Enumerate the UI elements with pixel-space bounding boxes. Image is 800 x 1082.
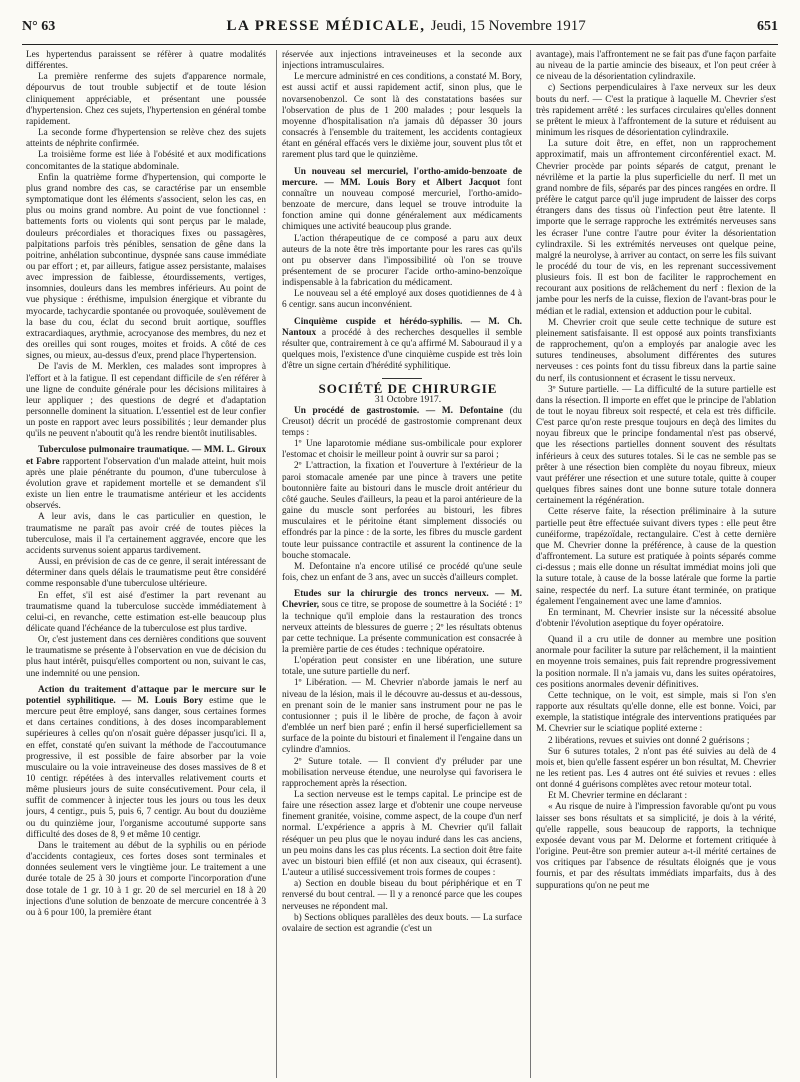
paragraph <box>26 685 266 841</box>
paragraph-text: La seconde forme d'hypertension se relève chez des sujets atteints de néphrite confirmée. <box>26 128 266 150</box>
paragraph <box>536 318 776 385</box>
paragraph-text: sous ce titre, se propose de soumettre à la Société : 1º la technique qu'il emploie dans la restauration des troncs nerveux atteints de blessures de guerre ; 2º les résultats obtenus par cette technique. La présente communication est consacrée à la première partie de ces études : technique opératoire. <box>282 600 522 655</box>
paragraph-text: L'opération peut consister en une libération, une suture totale, une suture partielle du nerf. <box>282 656 522 678</box>
paragraph <box>282 913 522 935</box>
paragraph-text: La section nerveuse est le temps capital. Le principe est de faire une résection assez large et d'obtenir une coupe nerveuse finement granitée, voisine, comme aspect, de la coupe d'un nerf normal. L'expérience a appris à M. Chevrier qu'il fallait réséquer un peu plus que le noyau induré dans les cas anciens, un peu moins dans les cas plus récents. La section doit être faite avec un bistouri bien effilé (et non aux ciseaux, qui écrasent). L'auteur a utilisé successivement trois formes de coupes : <box>282 790 522 879</box>
section-date: 31 Octobre 1917. <box>374 394 442 405</box>
column-rule <box>530 50 531 1078</box>
paragraph-text: a) Section en double biseau du bout périphérique et en T renversé du bout central. — Il y a renoncé parce que les coupes nerveuses ne répondent mal. <box>282 879 522 912</box>
paragraph <box>536 691 776 736</box>
paragraph <box>26 173 266 363</box>
paragraph <box>536 736 776 747</box>
column-1 <box>26 50 266 1080</box>
paragraph <box>536 507 776 607</box>
paragraph-text: Quand il a cru utile de donner au membre une position anormale pour faciliter la suture par relâchement, il la maintient en moyenne trois semaines, puis fait reprendre progressivement la position normale. Il n'a jamais vu, dans les suites opératoires, ces positions anormales devenir définitives. <box>536 635 776 690</box>
paragraph-text: b) Sections obliques parallèles des deux bouts. — La surface ovalaire de section est agrandie (c'est un <box>282 912 522 934</box>
paragraph-text: (du Creusot) décrit un procédé de gastrostomie comprenant deux temps : <box>282 405 522 438</box>
paragraph <box>26 591 266 636</box>
article-rubric: Etudes sur la chirurgie des troncs nerveux. — M. Chevrier, <box>282 589 522 611</box>
paragraph <box>26 362 266 440</box>
paragraph-text: c) Sections perpendiculaires à l'axe nerveux sur les deux bouts du nerf. — C'est la pratique à laquelle M. Chevrier s'est très rapidement arrêté : les surfaces circulaires qu'elles donnent se prêtent le mieux à l'affrontement de la suture et réduisent au minimum les risques de désorientation cylindraxile. <box>536 83 776 139</box>
paragraph <box>536 385 776 508</box>
paragraph <box>26 72 266 128</box>
paragraph-text: avantage), mais l'affrontement ne se fait pas d'une façon parfaite au niveau de la partie amincie des biseaux, et l'on peut créer à ce niveau de la désorientation cylindraxile. <box>536 50 776 83</box>
paragraph <box>282 50 522 72</box>
paragraph-text: La suture doit être, en effet, non un rapprochement approximatif, mais un affrontement circonférentiel exact. M. Chevrier procède par points séparés de catgut, prenant le névrilème et la partie la plus superficielle du nerf. Il met un grand nombre de fils, séparés par des pinces rangées en ordre. Il préfère le catgut parce qu'il juge imprudent de laisser des corps étrangers dans des tissus où l'infection peut être latente. Il importe que le serrage rapproche les extrémités nerveuses sans les écraser l'une contre l'autre pour éviter la désorientation cylindraxile. Si les extrémités nerveuses ont quelque peine, malgré la neurolyse, à arriver au contact, on serre les fils suivant le procédé du tour de vis, en les reprenant successivement plusieurs fois. Il est bon de faciliter le rapprochement en recourant aux positions de relâchement du nerf : flexion de la jambe pour les nerfs de la cuisse, flexion de l'avant-bras pour le médian et le radial, extension et adduction pour le cubital. <box>536 139 776 317</box>
paragraph-text: 3º Suture partielle. — La difficulté de la suture partielle est dans la résection. Il importe en effet que le principe de l'ablation de tout le noyau fibreux soit respecté, et cela est très difficile. C'est parce qu'on reste presque toujours en deçà des limites du noyau fibreux que le principe fondamental n'est pas observé, que les résections partielles donnent souvent des résultats inférieurs à ceux des sutures totales. Si le cas ne semble pas se prêter à une résection bien complète du noyau fibreux, mieux vaut préférer une résection et une suture totale, quitte à couper quelques fibres saines dont une bonne suture totale donnera certainement la régénération. <box>536 384 776 507</box>
paragraph-text: Le mercure administré en ces conditions, a constaté M. Bory, est aussi actif et aussi rapidement actif, sinon plus, que le novarsenobenzol. Ce sont là des constatations basées sur l'observation de plus de 1 200 malades ; pour lesquels la moyenne d'hospitalisation n'a jamais dû dépasser 30 jours consacrés à l'ensemble du traitement, les accidents contagieux étant en général effacés vers le dixième jour, souvent plus tôt et rarement plus tard que le quinzième. <box>282 72 522 161</box>
paragraph-text: La première renferme des sujets d'apparence normale, dépourvus de tout trouble subjectif et de toute lésion cliniquement appréciable, et présentant une poussée d'hypertension. Chez ces sujets, l'hypertension en général tombe rapidement. <box>26 72 266 127</box>
section-divider <box>382 378 422 379</box>
paragraph-text: Cette technique, on le voit, est simple, mais si l'on s'en rapporte aux résultats qu'elle donne, elle est bonne. Voici, par exemple, la statistique intégrale des interventions pratiquées par M. Chevrier sur le sciatique poplité externe : <box>536 690 776 735</box>
journal-title <box>227 18 586 35</box>
paragraph <box>282 879 522 912</box>
paragraph <box>26 150 266 172</box>
paragraph <box>282 289 522 311</box>
paragraph <box>282 406 522 439</box>
paragraph <box>536 747 776 792</box>
column-2 <box>282 50 522 1080</box>
paragraph-text: 2º L'attraction, la fixation et l'ouverture à l'extérieur de la paroi stomacale amenée par une pince à travers une petite boutonnière faite au bistouri dans le muscle droit antérieur du côté gauche. Seules d'ailleurs, la peau et la paroi antérieure de la gaine du muscle sont perforées au bistouri, les fibres musculaires et le péritoine étant simplement dissociés ou effondrés par la pince : de la sorte, les fibres du muscle gardent toute leur puissance contractile et assurent la continence de la bouche stomacale. <box>282 461 522 561</box>
issue-number: N° 63 <box>22 19 56 34</box>
paragraph <box>26 841 266 919</box>
paragraph <box>536 791 776 802</box>
paragraph <box>536 83 776 139</box>
paragraph-text: Aussi, en prévision de cas de ce genre, il serait intéressant de déterminer dans quels délais le traumatisme peut être considéré comme responsable d'une tuberculose ultérieure. <box>26 557 266 590</box>
column-rule <box>276 50 277 1078</box>
paragraph-text: A leur avis, dans le cas particulier en question, le traumatisme ne paraît pas avoir créé de toutes pièces la tuberculose, mais il l'a certainement aggravée, encore que les accidents survenus soient apparus tardivement. <box>26 512 266 556</box>
paragraph <box>26 635 266 680</box>
paragraph <box>282 72 522 161</box>
paragraph-text: rapportent l'observation d'un malade atteint, huit mois après une plaie pénétrante du poumon, d'une tuberculose à évolution grave et rapidement mortelle et se demandent s'il existe un lien entre le traumatisme antérieur et les accidents observés. <box>26 456 266 512</box>
paragraph <box>536 608 776 630</box>
paragraph-text: Enfin la quatrième forme d'hypertension, qui comporte le plus grand nombre des cas, se caractérise par un ensemble symptomatique dont les éléments s'associent, selon les cas, en plus ou moins grand nombre. Au point de vue fonctionnel : battements forts ou violents qui sont perçus par le malade, douleurs précordiales et thoraciques fixes ou passagères, palpitations parfois très pénibles, sensation de gêne dans la poitrine, anhélation subcontinue, dyspnée sans cause immédiate ou par effort ; et, par ailleurs, fatigue assez persistante, malaises avec impression de faiblesse, étourdissements, vertiges, insomnies, douleurs dans les membres inférieurs. Au point de vue physique : éréthisme, impulsion énergique et vibrante du myocarde, tachycardie spontanée ou provoquée, soulèvement de la base du cou, éclat du second bruit aortique, souffles extracardiaques, arythmie, acrocyanose des membres, du nez et des oreilles qui sont rouges, moites et froids. A côté de ces signes, ou mieux, au-dessus d'eux, prend place l'hypertension. <box>26 172 266 362</box>
paragraph-text: « Au risque de nuire à l'impression favorable qu'ont pu vous laisser ses bons résultats et sa simplicité, je dois à la vérité, qu'elle rappelle, sous beaucoup de rapports, la technique exposée devant vous par M. Delorme et fortement critiquée à l'origine. Peut-être son premier auteur a-t-il mérité certaines de vos critiques par l'absence de résultats éloignés que je vous fournis, et par des résultats immédiats imparfaits, dus à des suppurations qu'on ne peut me <box>536 802 776 891</box>
paragraph-text: 1º Une laparotomie médiane sus-ombilicale pour explorer l'estomac et choisir le meilleur point à ouvrir sur sa paroi ; <box>282 439 522 461</box>
section-heading: SOCIÉTÉ DE CHIRURGIE <box>318 381 498 397</box>
paragraph <box>536 802 776 891</box>
paragraph-text: Or, c'est justement dans ces dernières conditions que souvent le traumatisme se présente à l'observation en vue de décision du plus haut intérêt, puisqu'elles comportent ou non, suivant le cas, une indemnité ou une pension. <box>26 635 266 679</box>
paragraph <box>26 128 266 150</box>
article-rubric: Un nouveau sel mercuriel, l'ortho-amido-benzoate de mercure. — MM. Louis Bory et Albert Jacquot <box>282 166 522 188</box>
paragraph-text: 2 libérations, revues et suivies ont donné 2 guérisons ; <box>548 735 750 746</box>
paragraph <box>282 757 522 790</box>
paragraph <box>282 678 522 756</box>
paragraph <box>282 234 522 290</box>
paragraph <box>26 50 266 72</box>
paragraph <box>282 562 522 584</box>
paragraph-text: En effet, s'il est aisé d'estimer la part revenant au traumatisme quand la tuberculose succède immédiatement à celui-ci, en revanche, cette estimation est-elle beaucoup plus délicate quand l'échéance de la tuberculose est plus tardive. <box>26 590 266 634</box>
paragraph-text: M. Chevrier croit que seule cette technique de suture est pleinement satisfaisante. Il est opposé aux points transfixiants de rapprochement, qu'on a employés par analogie avec les sutures tendineuses, absolument différentes des sutures nerveuses : ces points font du tissu fibreux dans la partie saine du nerf, ils contusionnent et écrasent le tissu nerveux. <box>536 317 776 384</box>
paragraph-text: réservée aux injections intraveineuses et la seconde aux injections intramusculaires. <box>282 50 522 72</box>
paragraph <box>282 790 522 879</box>
paragraph <box>282 167 522 234</box>
journal-name: LA PRESSE MÉDICALE, <box>226 18 426 34</box>
paragraph-text: font connaître un nouveau composé mercuriel, l'ortho-amido-benzoate de mercure, dans lequel se trouve introduite la fonction amine qui donne généralement aux médicaments chimiques une activité beaucoup plus grande. <box>282 177 522 233</box>
page-header <box>22 18 778 45</box>
paragraph-text: estime que le mercure peut être employé, sans danger, sous certaines formes et dans certaines conditions, à des doses incomparablement supérieures à celles qu'on n'osait guère dépasser jusqu'ici. Il a, en effet, constaté qu'en suivant la méthode de l'accoutumance progressive, il est possible de faire absorber par la voie musculaire ou la voie intraveineuse des doses massives de 8 et 10 centigr. répétées à des intervalles relativement courts et même plusieurs jours de suite consécutivement. Pour cela, il suffit de commencer à injecter tous les jours ou tous les deux jours, 4 centigr., puis 5, puis 6, 7 centigr. Au bout du douzième ou du quinzième jour, l'organisme accoutumé supporte sans difficulté des doses de 8, 9 et même 10 centigr. <box>26 695 266 840</box>
paragraph <box>536 635 776 691</box>
paragraph <box>536 50 776 83</box>
paragraph-text: 1º Libération. — M. Chevrier n'aborde jamais le nerf au niveau de la lésion, mais il le découvre au-dessus et au-dessous, en prenant soin de le manier sans instrument pour ne pas le contusionner ; puis il le libère de proche, de façon à avoir d'emblée un nerf bien paré ; enfin il hersé superficiellement sa surface de la pointe du bistouri et finalement il l'engaine dans un cylindre d'amnios. <box>282 678 522 756</box>
article-rubric: Tuberculose pulmonaire traumatique. — MM. L. Giroux et Fabre <box>26 445 266 467</box>
paragraph <box>282 589 522 656</box>
paragraph-text: Dans le traitement au début de la syphilis ou en période d'accidents contagieux, ces fortes doses sont terminales et données seulement vers le vingtième jour. Le traitement a une durée totale de 25 à 30 jours et comporte l'incorporation d'une dose totale de 1 gr. 10 à 1 gr. 20 de sel mercuriel en 18 à 20 injections d'une solution de benzoate de mercure concentrée à 3 ou à 6 pour 100, la première étant <box>26 840 266 918</box>
paragraph-text: L'action thérapeutique de ce composé a paru aux deux auteurs de la note être très importante pour les rares cas qu'ils ont pu observer dans l'impossibilité où l'on se trouve présentement de se procurer l'acide ortho-amino-benzoïque indispensable à la fabrication du médicament. <box>282 233 522 289</box>
column-3 <box>536 50 776 1080</box>
paragraph-text: Cette réserve faite, la résection préliminaire à la suture partielle peut être effectuée suivant divers types : elle peut être cunéiforme, trapézoïdale, rectangulaire. C'est à cette dernière que M. Chevrier donne la préférence, à cause de la question d'affrontement. La suture est pratiquée à points séparés comme ci-dessus ; mais elle donne un résultat immédiat moins joli que la suture totale, à cause de la bosse latérale que forme la partie saine, respectée du nerf. La suture étant terminée, on pratique également l'engainement avec une lame d'amnios. <box>536 507 776 607</box>
paragraph <box>26 512 266 557</box>
paragraph <box>536 139 776 318</box>
paragraph-text: Le nouveau sel a été employé aux doses quotidiennes de 4 à 6 centigr. sans aucun inconvénient. <box>282 289 522 311</box>
paragraph-text: Les hypertendus paraissent se réfèrer à quatre modalités différentes. <box>26 50 266 72</box>
paragraph <box>282 656 522 678</box>
paragraph-text: Sur 6 sutures totales, 2 n'ont pas été suivies au delà de 4 mois et, bien qu'elle fassent espérer un bon résultat, M. Chevrier ne les retient pas. Les 4 autres ont été suivies et revues : elles ont donné 4 guérisons complètes avec retour moteur total. <box>536 746 776 791</box>
paragraph-text: 2º Suture totale. — Il convient d'y préluder par une mobilisation nerveuse étendue, une neurolyse qui favorisera le rapprochement après la résection. <box>282 756 522 789</box>
paragraph-text: En terminant, M. Chevrier insiste sur la nécessité absolue d'obtenir l'évolution aseptique du foyer opératoire. <box>536 607 776 629</box>
paragraph <box>26 445 266 512</box>
issue-date: Jeudi, 15 Novembre 1917 <box>430 18 586 34</box>
article-rubric: Action du traitement d'attaque par le mercure sur le potentiel syphilitique. — M. Louis Bory <box>26 684 266 706</box>
paragraph <box>282 461 522 561</box>
paragraph <box>282 439 522 461</box>
article-rubric: Un procédé de gastrostomie. — M. Defontaine <box>294 405 503 416</box>
paragraph-text: M. Defontaine n'a encore utilisé ce procédé qu'une seule fois, chez un enfant de 3 ans, avec un succès d'ailleurs complet. <box>282 561 522 584</box>
article-rubric: Cinquième cuspide et hérédo-syphilis. — M. Ch. Nantoux <box>282 316 522 338</box>
paragraph-text: De l'avis de M. Merklen, ces malades sont impropres à l'effort et à la fatigue. Il est cependant difficile de s'en référer à une ligne de conduite générale pour les décisions militaires à leur appliquer ; des questions de degré et d'adaptation personnelle dominent la situation. L'essentiel est de leur confier un poste en rapport avec leurs possibilités ; leur demander plus qu'ils ne peuvent n'aboutit qu'à les rendre bientôt inutilisables. <box>26 362 266 440</box>
paragraph-text: Et M. Chevrier termine en déclarant : <box>548 791 688 802</box>
paragraph <box>282 317 522 373</box>
paragraph-text: a procédé à des recherches desquelles il semble résulter que, contrairement à ce qu'a affirmé M. Sabouraud il y a quelques mois, l'existence d'une cinquième cuspide est très loin d'être un signe certain d'hérédité syphilitique. <box>282 327 522 372</box>
page-number: 651 <box>756 19 778 34</box>
paragraph <box>26 557 266 590</box>
paragraph-text: La troisième forme est liée à l'obésité et aux modifications concomitantes de la statique abdominale. <box>26 150 266 172</box>
